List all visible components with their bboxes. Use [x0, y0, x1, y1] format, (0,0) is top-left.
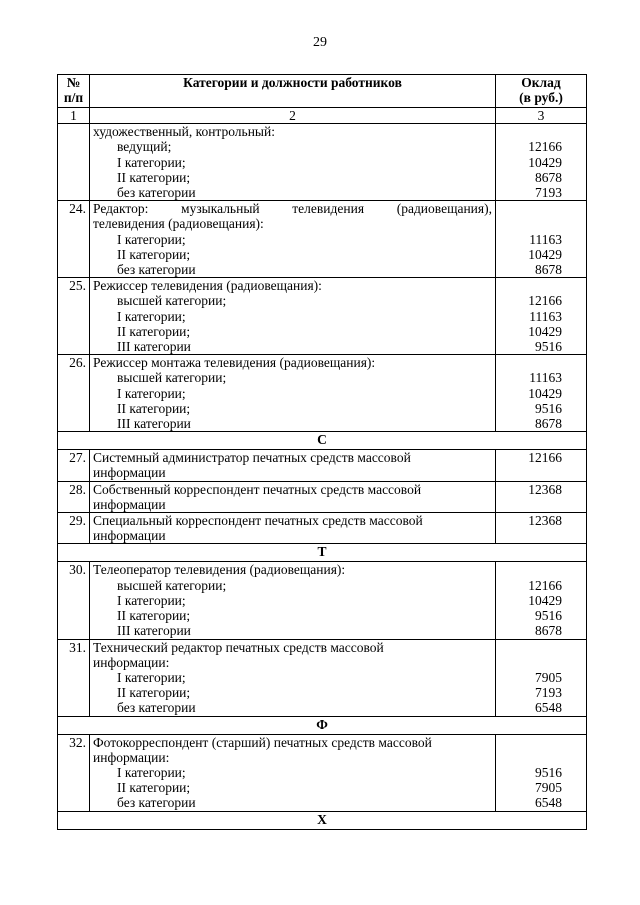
header-category: Категории и должности работников	[90, 75, 496, 108]
table-row: художественный, контрольный: ведущий; I категории; II категории; без категории 12166 10429 8678 7193	[58, 124, 587, 201]
table-row: 30. Телеоператор телевидения (радиовещания): высшей категории; I категории; II категории; III категории 12166 10429 9516 8678	[58, 562, 587, 639]
table-row: 32. Фотокорреспондент (старший) печатных средств массовой информации: I категории; II категории; без категории 9516 7905 6548	[58, 734, 587, 811]
section-letter: С	[58, 432, 587, 450]
table-row: 25. Режиссер телевидения (радиовещания): высшей категории; I категории; II категории; III категории 12166 11163 10429 9516	[58, 278, 587, 355]
table-row: 31. Технический редактор печатных средств массовой информации: I категории; II категории; без категории 7905 7193 6548	[58, 639, 587, 716]
table-row: 26. Режиссер монтажа телевидения (радиовещания): высшей категории; I категории; II категории; III категории 11163 10429 9516 8678	[58, 355, 587, 432]
table-header	[58, 75, 587, 108]
table-row: 24. Редактор: музыкальный телевидения (радиовещания), телевидения (радиовещания): I категории; II категории; без категории 11163 10429 8678	[58, 201, 587, 278]
table-row: 28. Собственный корреспондент печатных средств массовой информации 12368	[58, 481, 587, 512]
section-letter: Х	[58, 811, 587, 829]
header-num: № п/п	[58, 75, 90, 108]
section-letter: Т	[58, 544, 587, 562]
index-row: 1 2 3	[58, 108, 587, 124]
header-salary: Оклад (в руб.)	[496, 75, 587, 108]
table-row: 27. Системный администратор печатных средств массовой информации 12166	[58, 450, 587, 481]
salary-table	[57, 74, 587, 830]
section-letter: Ф	[58, 716, 587, 734]
table-row: 29. Специальный корреспондент печатных средств массовой информации 12368	[58, 513, 587, 544]
page-number: 29	[313, 35, 327, 50]
